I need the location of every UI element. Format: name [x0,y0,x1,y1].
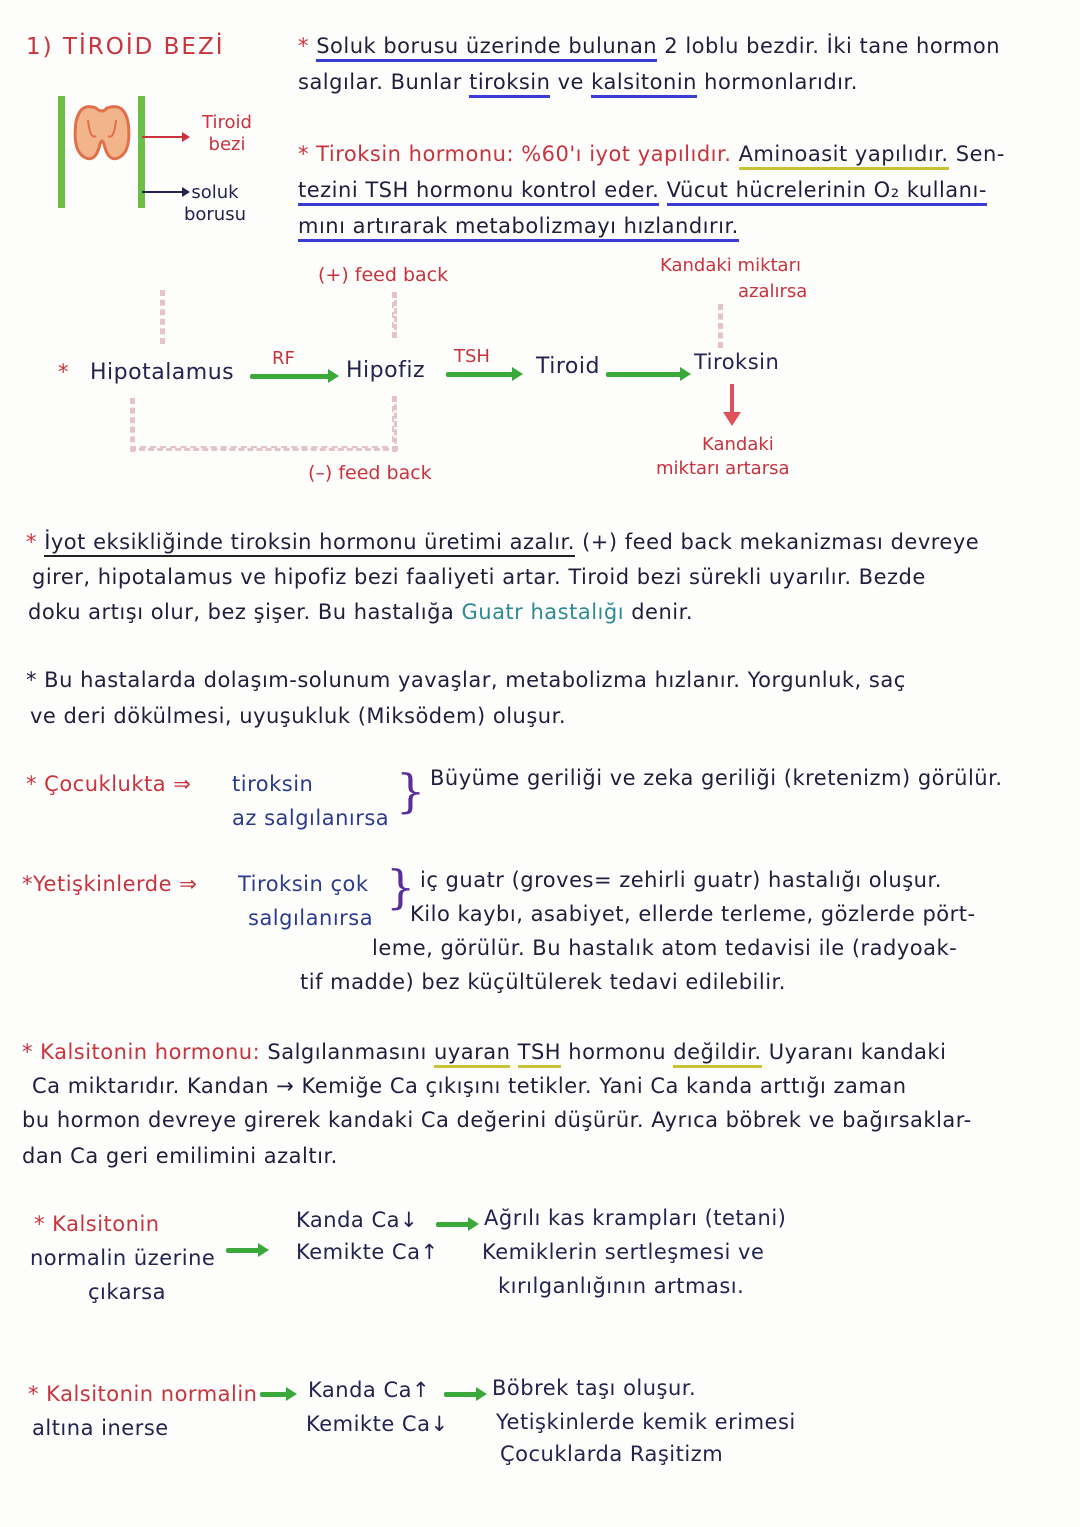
intro-star: * [298,34,317,58]
intro-soluk: Soluk borusu üzerinde bulunan [316,34,657,62]
yetiskin-r3: leme, görülür. Bu hastalık atom tedavisi ile (radyoak- [372,936,958,960]
hasta-line-2: ve deri dökülmesi, uyuşukluk (Miksödem) oluşur. [30,704,566,728]
bottom-right-note-2: miktarı artarsa [656,458,790,479]
iyot-eksiklik: İyot eksikliğinde tiroksin hormonu üretimi azalır. [44,530,575,557]
k-alt-r2: Yetişkinlerde kemik erimesi [496,1410,796,1434]
arrow-down-red [720,382,744,430]
kalsitonin-tsh: TSH [518,1040,561,1068]
intro-tiroksin: tiroksin [469,70,550,98]
k-ust-m2: Kemikte Ca↑ [296,1240,439,1264]
yetiskin-r1: iç guatr (groves= zehirli guatr) hastalığı oluşur. [420,868,942,892]
label-tiroid-bezi: Tiroid bezi [202,112,252,155]
k-ust-r2: Kemiklerin sertleşmesi ve [482,1240,765,1264]
iyot-doku: doku artışı olur, bez şişer. Bu hastalığa [28,600,462,624]
kalsitonin-line-1 [22,1040,946,1064]
k-alt-r1: Böbrek taşı oluşur. [492,1376,697,1400]
node-tiroksin: Tiroksin [694,350,780,374]
yetiskin-t2: salgılanırsa [248,906,374,930]
feedback-dash-left-down [130,398,135,452]
yetiskin-r2: Kilo kaybı, asabiyet, ellerde terleme, gözlerde pört- [410,902,976,926]
feedback-dash-hipofiz-down [392,396,397,452]
iyot-line-1 [26,530,979,554]
feedback-dash-bottom [130,446,398,451]
node-tiroid: Tiroid [536,354,600,379]
arrow-tiroid [606,372,682,377]
kalsitonin-line-3: bu hormon devreye girerek kandaki Ca değerini düşürür. Ayrıca böbrek ve bağırsaklar- [22,1108,972,1132]
tiroksin-sen: Sen- [948,142,1005,166]
arrow-k-ust-2 [436,1222,470,1227]
top-right-note-1: Kandaki miktarı [660,255,801,276]
cocuk-result: Büyüme geriliği ve zeka geriliği (kretenizm) görülür. [430,766,1003,790]
iyot-star: * [26,530,45,554]
yetiskin-brace: } [386,860,416,914]
k-ust-l2: normalin üzerine [30,1246,216,1270]
cocuk-brace: } [396,764,426,818]
pos-feedback: (+) feed back [318,264,449,286]
feedback-dash-left-up [160,290,165,344]
tiroksin-label: * Tiroksin hormonu: %60'ı iyot yapılıdır. [298,142,739,166]
kalsitonin-degildir: değildir. [673,1040,761,1068]
kalsitonin-salg: Salgılanmasını [267,1040,435,1064]
label-tsh: TSH [454,346,490,367]
iyot-line-2: girer, hipotalamus ve hipofiz bezi faaliyeti artar. Tiroid bezi sürekli uyarılır. Bezde [32,565,926,589]
k-alt-l1: * Kalsitonin normalin [28,1382,258,1406]
page-title: 1) TİROİD BEZİ [26,34,225,60]
cocuk-t2: az salgılanırsa [232,806,390,830]
kalsitonin-line-4: dan Ca geri emilimini azaltır. [22,1144,338,1168]
bottom-right-note-1: Kandaki [702,434,774,455]
k-ust-r1: Ağrılı kas krampları (tetani) [484,1206,787,1230]
node-hipofiz: Hipofiz [346,358,425,383]
tiroksin-vucut: Vücut hücrelerinin O₂ kullanı- [667,178,987,206]
iyot-line-3 [28,600,693,624]
kalsitonin-sp [510,1040,517,1064]
k-ust-l1: * Kalsitonin [34,1212,160,1236]
k-ust-l3: çıkarsa [88,1280,166,1304]
neg-feedback: (–) feed back [308,462,432,484]
tiroksin-line-1 [298,142,1005,166]
label-rf: RF [272,348,295,369]
arrow-k-ust-1 [226,1248,260,1253]
tiroksin-line-2 [298,178,987,202]
k-alt-m2: Kemikte Ca↓ [306,1412,449,1436]
k-alt-m1: Kanda Ca↑ [308,1378,431,1402]
yetiskin-r4: tif madde) bez küçültülerek tedavi edilebilir. [300,970,786,994]
intro-kalsitonin: kalsitonin [591,70,697,98]
arrow-k-alt-1 [260,1392,288,1397]
k-ust-m1: Kanda Ca↓ [296,1208,419,1232]
feedback-dash-hipofiz-up [392,292,397,338]
k-ust-r3: kırılganlığının artması. [498,1274,745,1298]
tiroksin-metabolizma: mını artırarak metabolizmayı hızlandırır. [298,214,739,242]
intro-end: hormonlarıdır. [696,70,858,94]
cocuk-t1: tiroksin [232,772,314,796]
iyot-guatr: Guatr hastalığı [461,600,625,624]
arrow-k-alt-2 [444,1392,478,1397]
k-alt-l2: altına inerse [32,1416,169,1440]
iyot-denir: denir. [624,600,693,624]
feedback-star: * [58,360,69,384]
intro-text: salgılar. Bunlar [298,70,470,94]
kalsitonin-uyaran: uyaran [434,1040,510,1068]
node-hipotalamus: Hipotalamus [90,360,235,385]
top-right-note-2: azalırsa [738,281,808,302]
kalsitonin-label: * Kalsitonin hormonu: [22,1040,268,1064]
arrow-tsh [446,372,514,377]
intro-ve: ve [550,70,592,94]
kalsitonin-line-2: Ca miktarıdır. Kandan → Kemiğe Ca çıkışını tetikler. Yani Ca kanda arttığı zaman [32,1074,907,1098]
intro-line-1 [298,34,1000,58]
yetiskin-label: *Yetişkinlerde ⇒ [22,872,198,896]
kalsitonin-uyarani: Uyaranı kandaki [761,1040,947,1064]
cocuk-label: * Çocuklukta ⇒ [26,772,192,796]
intro-line-2 [298,70,858,94]
feedback-dash-tiroksin-up [718,304,723,348]
yetiskin-t1: Tiroksin çok [238,872,369,896]
tiroksin-space [659,178,666,202]
k-alt-r3: Çocuklarda Raşitizm [500,1442,724,1466]
intro-loblu: 2 loblu bezdir. İki tane hormon [657,34,1001,58]
iyot-feedback: (+) feed back mekanizması devreye [574,530,980,554]
tiroksin-tsh: tezini TSH hormonu kontrol eder. [298,178,659,206]
kalsitonin-hormonu: hormonu [561,1040,674,1064]
tiroksin-line-3 [298,214,739,238]
arrow-rf [250,374,330,379]
label-soluk-borusu: soluk borusu [183,182,247,225]
tiroksin-aminoasit: Aminoasit yapılıdır. [739,142,949,170]
hasta-line-1: * Bu hastalarda dolaşım-solunum yavaşlar, metabolizma hızlanır. Yorgunluk, saç [26,668,906,692]
